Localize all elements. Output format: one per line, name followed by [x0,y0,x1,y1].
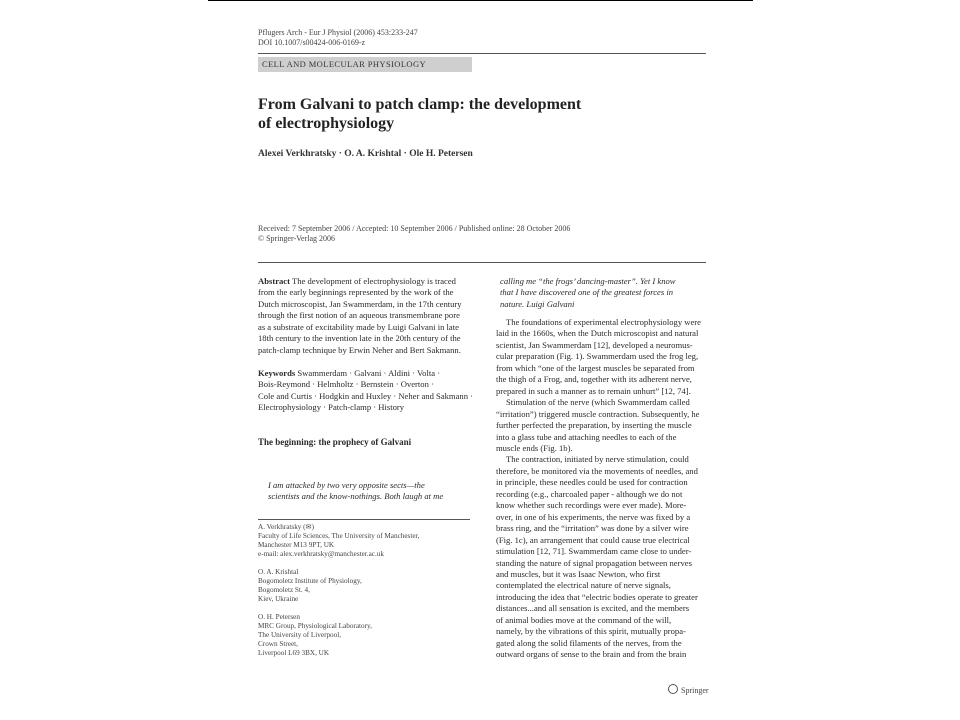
article-title-line: From Galvani to patch clamp: the development [258,96,582,113]
affiliation-line: MRC Group, Physiological Laboratory, [258,622,372,630]
keywords-label: Keywords [258,368,296,378]
body-line: Stimulation of the nerve (which Swammerdam called [506,397,690,408]
body-line: “irritation”) triggered muscle contraction. Subsequently, he [496,408,700,419]
body-line: outward organs of sense to the brain and from the brain [496,649,687,660]
keywords-line: Cole and Curtis · Hodgkin and Huxley · Neher and Sakmann · [258,390,474,401]
affiliation-line: A. Verkhratsky (✉) [258,523,314,531]
publisher-name: Springer [681,686,709,695]
body-text-right [496,317,710,661]
body-line: namely, by the vibrations of this spirit, mutually propa- [496,626,686,637]
body-line: brass ring, and the “irritation” was done by a silver wire [496,523,689,534]
body-line: further perfected the preparation, by inserting the muscle [496,420,692,431]
author-list: Alexei Verkhratsky · O. A. Krishtal · Ole H. Petersen [258,149,473,159]
affiliation-line: Manchester M13 9PT, UK [258,541,335,549]
keywords-line: Bois-Reymond · Helmholtz · Bernstein · Overton · [258,379,434,390]
body-line: distances...and all sensation is excited, and the members [496,603,690,614]
body-line: gated along the solid filaments of the nerves, from the [496,637,682,648]
body-line: into a glass tube and attaching needles to each of the [496,431,677,442]
body-line: The foundations of experimental electrophysiology were [506,317,701,327]
body-line: therefore, be monitored via the movements of needles, and [496,465,698,476]
body-line: recording (e.g., charcoaled paper - although we do not [496,488,683,499]
body-line: laid in the 1660s, when the Dutch microscopist and natural [496,328,699,339]
body-line: prepared in such a manner as to remain unhurt” [12, 74]. [496,385,691,396]
abstract-line: patch-clamp technique by Erwin Neher and Bert Sakmann. [258,344,461,355]
keywords-block [258,368,476,414]
body-line: contemplated the electrical nature of nerve signals, [496,580,671,591]
body-line: know whether such recordings were ever made). More- [496,500,687,511]
affiliation-line: Crown Street, [258,640,298,648]
body-line: in principle, these needles could be used for contraction [496,477,688,488]
epigraph-right [496,276,714,310]
affiliation-line [258,604,419,613]
front-matter-rule [258,262,706,263]
footnote-rule [258,519,470,520]
article-title-line: of electrophysiology [258,115,395,132]
affiliation-line: Kiev, Ukraine [258,595,299,603]
doi: DOI 10.1007/s00424-006-0169-z [258,38,366,47]
header-rule [258,53,706,54]
top-border-line [208,0,753,1]
body-line: muscle ends (Fig. 1b). [496,442,573,453]
epigraph-line: I am attacked by two very opposite sects—the [268,480,425,490]
article-title [258,95,658,133]
received-line: Received: 7 September 2006 / Accepted: 10 September 2006 / Published online: 28 October 2006 [258,224,571,233]
body-line: cular preparation (Fig. 1). Swammerdam used the frog leg, [496,351,699,362]
body-line: (Fig. 1c), an arrangement that could cause true electrical [496,534,690,545]
affiliation-line: O. H. Petersen [258,613,300,621]
abstract-line: 18th century to the invention late in the 20th century of the [258,333,461,344]
body-line: from which “one of the largest muscles be separated from [496,362,695,373]
epigraph-line: nature. Luigi Galvani [500,298,575,309]
epigraph-line: scientists and the know-nothings. Both laugh at me [268,491,444,502]
body-line: The contraction, initiated by nerve stimulation, could [506,454,689,465]
affiliation-line: Liverpool L69 3BX, UK [258,649,330,657]
publisher-mark [668,684,709,695]
affiliation-line: Bogomoletz St. 4, [258,586,310,594]
abstract-label: Abstract [258,276,290,286]
body-line: scientist, Jan Swammerdam [12], developed a neuromus- [496,339,693,350]
abstract-block [258,276,476,356]
affiliation-line [258,559,419,568]
springer-logo-icon [668,684,678,694]
abstract-line: Dutch microscopist, Jan Swammerdam, in the 17th century [258,298,462,309]
abstract-line: as a substrate of excitability made by Luigi Galvani in late [258,321,459,332]
body-line: introducing the idea that “electric bodies operate to greater [496,591,698,602]
abstract-line: through the first notion of an aqueous transmembrane pore [258,310,460,321]
section-heading: The beginning: the prophecy of Galvani [258,437,412,447]
abstract-line: from the early beginnings represented by the work of the [258,287,454,298]
body-line: the thigh of a Frog, and, together with its adherent nerve, [496,374,692,385]
affiliation-line: The University of Liverpool, [258,631,342,639]
epigraph-left [258,480,486,503]
affiliation-line: Bogomoletz Institute of Physiology, [258,577,362,585]
abstract-line: The development of electrophysiology is traced [291,276,456,286]
epigraph-line: that I have discovered one of the greatest forces in [500,287,674,298]
body-line: and muscles, but it was Isaac Newton, who first [496,568,661,579]
received-dates [258,224,570,244]
body-line: standing the nature of signal propagation between nerves [496,557,692,568]
keywords-line: Swammerdam · Galvani · Aldini · Volta · [297,368,441,378]
affiliation-line: Faculty of Life Sciences, The University of Manchester, [258,532,420,540]
body-line: of animal bodies move at the command of the will, [496,614,672,625]
epigraph-line: calling me “the frogs’ dancing-master”. Yet I know [500,276,676,286]
author-affiliations [258,523,419,658]
body-line: stimulation [12, 71]. Swammerdam came close to under- [496,546,692,557]
affiliation-email: e-mail: alex.verkhratsky@manchester.ac.uk [258,550,384,558]
section-label: CELL AND MOLECULAR PHYSIOLOGY [258,57,472,72]
copyright-line: © Springer-Verlag 2006 [258,234,336,243]
affiliation-line: O. A. Krishtal [258,568,299,576]
journal-citation: Pflugers Arch - Eur J Physiol (2006) 453:233-247 [258,28,418,37]
body-line: over, in one of his experiments, the nerve was fixed by a [496,511,691,522]
keywords-line: Electrophysiology · Patch-clamp · History [258,402,405,413]
